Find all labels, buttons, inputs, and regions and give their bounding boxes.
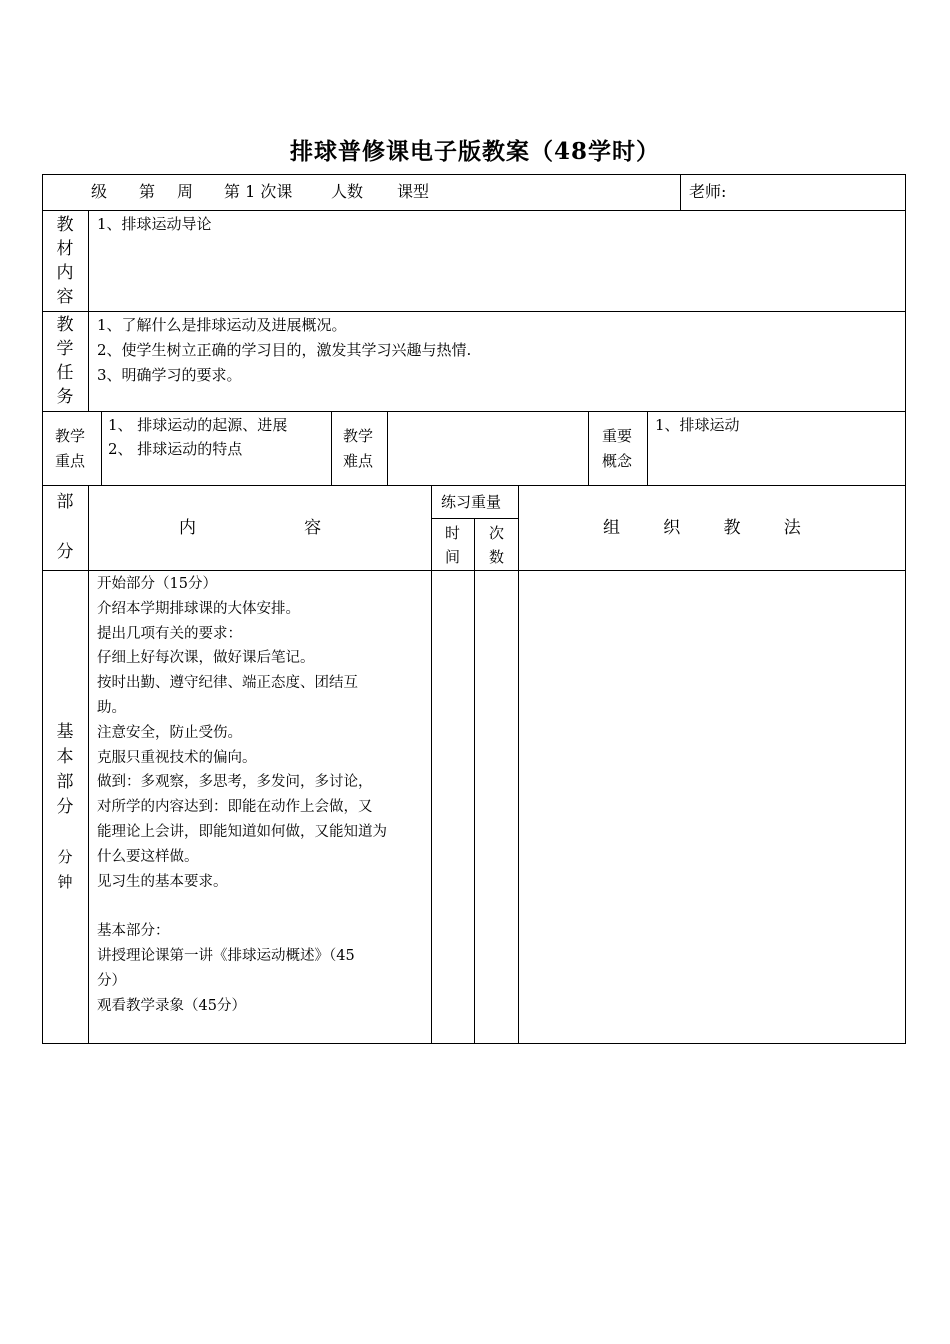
key-points-label: 教学 (55, 427, 86, 445)
content-line: 观看教学录象（45分） (97, 997, 246, 1014)
concept-label: 重要 (602, 427, 633, 445)
content-line: 分） (97, 972, 126, 989)
difficulty-label: 教学 (343, 427, 374, 445)
column-divider (518, 485, 519, 1044)
content-line: 克服只重视技术的偏向。 (97, 749, 257, 766)
column-divider (88, 485, 89, 1044)
count-header: 数 (489, 548, 505, 566)
content-line: 开始部分（15分） (97, 576, 217, 592)
count-header: 次 (489, 524, 505, 542)
row-divider (42, 311, 906, 312)
part-label: 部 (56, 492, 74, 512)
task-item: 3、明确学习的要求。 (97, 366, 242, 384)
column-divider (680, 174, 681, 210)
page-title: 排球普修课电子版教案（48学时） (289, 138, 660, 165)
concept-content: 1、排球运动 (655, 416, 740, 434)
teacher-label: 老师: (689, 182, 727, 201)
week-unit: 周 (177, 182, 194, 201)
content-line: 介绍本学期排球课的大体安排。 (97, 600, 300, 617)
part-label: 分 (56, 542, 74, 562)
practice-load-header: 练习重量 (441, 493, 502, 511)
content-line: 注意安全，防止受伤。 (97, 724, 242, 741)
column-divider (647, 411, 648, 485)
content-line: 能理论上会讲，即能知道如何做，又能知道为 (97, 823, 387, 840)
column-divider (88, 210, 89, 411)
content-line (97, 894, 387, 919)
key-point-item: 1、 排球运动的起源、进展 (108, 416, 288, 434)
concept-label: 概念 (602, 452, 633, 470)
content-line: 做到：多观察，多思考，多发问，多讨论， (97, 774, 373, 791)
column-divider (101, 411, 102, 485)
difficulty-label: 难点 (343, 452, 374, 470)
time-header: 时 (445, 524, 461, 542)
method-column-header: 组 织 教 法 (603, 518, 801, 538)
column-divider (331, 411, 332, 485)
content-line: 按时出勤、遵守纪律、端正态度、团结互 (97, 675, 358, 692)
column-divider (431, 485, 432, 1044)
task-item: 2、使学生树立正确的学习目的，激发其学习兴趣与热情. (97, 341, 472, 359)
task-item: 1、了解什么是排球运动及进展概况。 (97, 316, 347, 334)
time-header: 间 (445, 548, 461, 566)
people-label: 人数 (331, 182, 364, 201)
week-label: 第 (139, 182, 156, 201)
lesson-content (97, 572, 387, 1018)
key-points-label: 重点 (55, 452, 86, 470)
column-divider (588, 411, 589, 485)
column-divider (474, 518, 475, 1044)
content-line: 助。 (97, 699, 126, 716)
material-content: 1、排球运动导论 (97, 215, 212, 233)
row-divider (42, 210, 906, 211)
content-column-header: 内 容 (179, 518, 322, 538)
content-line: 什么要这样做。 (97, 848, 199, 865)
row-divider (42, 485, 906, 486)
grade-label: 级 (91, 182, 108, 201)
content-line: 提出几项有关的要求： (97, 625, 242, 642)
column-divider (387, 411, 388, 485)
content-line: 仔细上好每次课，做好课后笔记。 (97, 650, 315, 667)
content-line: 见习生的基本要求。 (97, 873, 228, 890)
key-point-item: 2、 排球运动的特点 (108, 440, 243, 458)
lesson-type-label: 课型 (397, 182, 430, 201)
content-line: 基本部分： (97, 923, 170, 940)
content-line: 对所学的内容达到：即能在动作上会做，又 (97, 799, 373, 816)
lesson-number: 第 1 次课 (224, 182, 293, 201)
row-divider (42, 411, 906, 412)
content-line: 讲授理论课第一讲《排球运动概述》（45 (97, 947, 355, 964)
